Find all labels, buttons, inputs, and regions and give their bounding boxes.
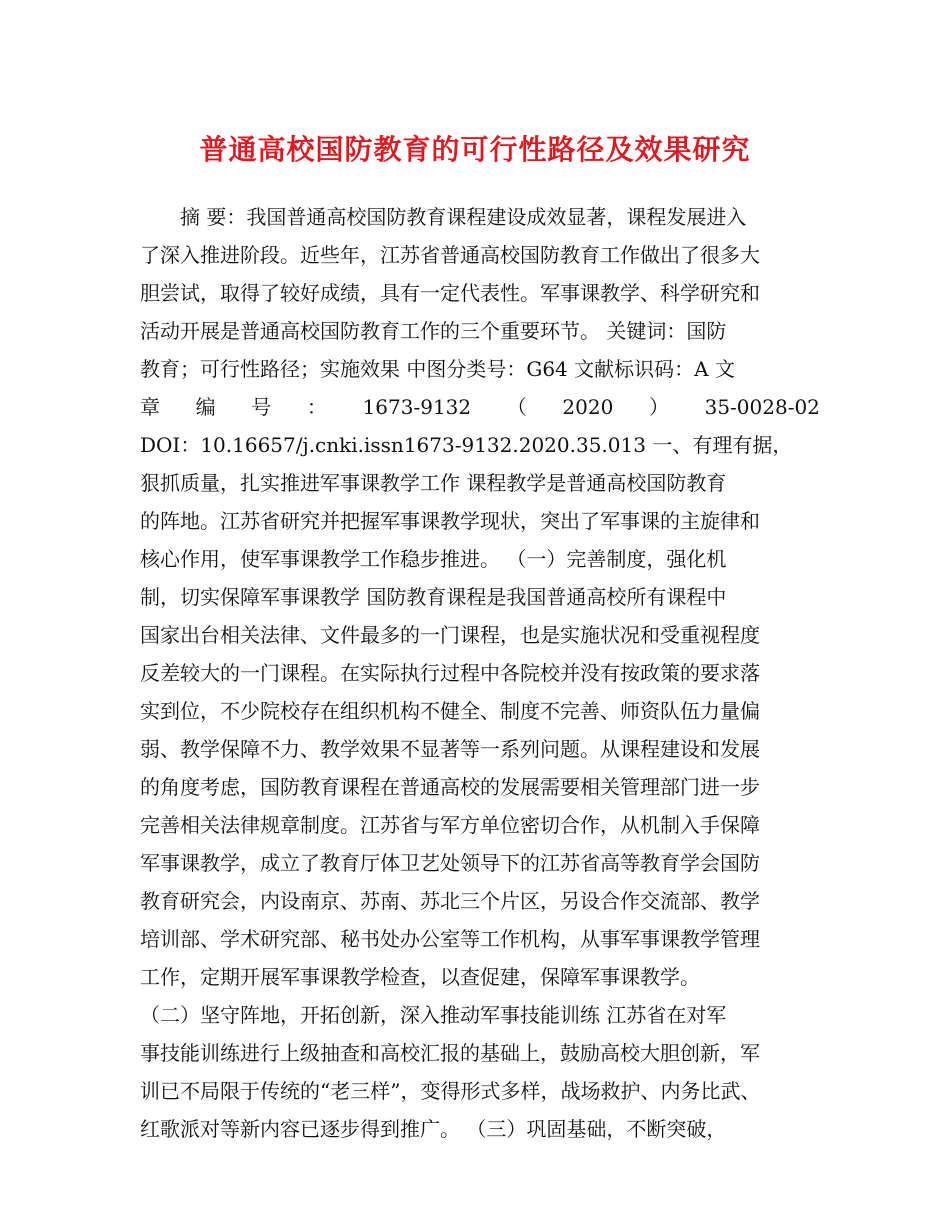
article-number-part: ： — [306, 395, 327, 419]
text-line: 完善相关法律规章制度。江苏省与军方单位密切合作，从机制入手保障 — [140, 813, 760, 837]
text-line: 摘 要：我国普通高校国防教育课程建设成效显著，课程发展进入 — [180, 205, 747, 229]
text-line: 核心作用，使军事课教学工作稳步推进。 （一）完善制度，强化机 — [140, 547, 727, 571]
text-line: 红歌派对等新内容已逐步得到推广。 （三）巩固基础，不断突破， — [140, 1117, 727, 1141]
text-line: 活动开展是普通高校国防教育工作的三个重要环节。 关键词：国防 — [140, 319, 727, 343]
text-line: 培训部、学术研究部、秘书处办公室等工作机构，从事军事课教学管理 — [140, 927, 760, 951]
body-text — [140, 198, 820, 1148]
text-line: 了深入推进阶段。近些年，江苏省普通高校国防教育工作做出了很多大 — [140, 243, 760, 267]
text-line: 教育研究会，内设南京、苏南、苏北三个片区，另设合作交流部、教学 — [140, 889, 760, 913]
document-title: 普通高校国防教育的可行性路径及效果研究 — [199, 133, 751, 166]
text-line: （二）坚守阵地，开拓创新，深入推动军事技能训练 江苏省在对军 — [140, 1003, 727, 1027]
text-line: 工作，定期开展军事课教学检查，以查促建，保障军事课教学。 — [140, 965, 700, 989]
text-line: 制，切实保障军事课教学 国防教育课程是我国普通高校所有课程中 — [140, 585, 727, 609]
text-line: 狠抓质量，扎实推进军事课教学工作 课程教学是普通高校国防教育 — [140, 471, 727, 495]
text-line: 胆尝试，取得了较好成绩，具有一定代表性。军事课教学、科学研究和 — [140, 281, 760, 305]
text-line: 反差较大的一门课程。在实际执行过程中各院校并没有按政策的要求落 — [140, 661, 760, 685]
text-line: DOI：10.16657/j.cnki.issn1673-9132.2020.35.013 一、有理有据， — [140, 433, 793, 457]
article-number-part: 1673-9132 — [362, 395, 472, 419]
text-line: 实到位，不少院校存在组织机构不健全、制度不完善、师资队伍力量偏 — [140, 699, 760, 723]
article-number-part: （ — [506, 395, 527, 419]
text-line: 事技能训练进行上级抽查和高校汇报的基础上，鼓励高校大胆创新，军 — [140, 1041, 760, 1065]
text-line: 弱、教学保障不力、教学效果不显著等一系列问题。从课程建设和发展 — [140, 737, 760, 761]
article-number-part: 编 — [195, 395, 216, 419]
article-number-part: 35-0028-02 — [704, 395, 820, 419]
article-number-part: ） — [648, 395, 669, 419]
article-number-line — [140, 388, 820, 426]
text-line: 教育；可行性路径；实施效果 中图分类号：G64 文献标识码：A 文 — [140, 357, 735, 381]
text-line: 军事课教学，成立了教育厅体卫艺处领导下的江苏省高等教育学会国防 — [140, 851, 760, 875]
article-number-part: 号 — [251, 395, 272, 419]
article-number-part: 章 — [140, 395, 160, 419]
article-number-part: 2020 — [562, 395, 614, 419]
text-line: 国家出台相关法律、文件最多的一门课程，也是实施状况和受重视程度 — [140, 623, 760, 647]
text-line: 训已不局限于传统的“老三样”，变得形式多样，战场救护、内务比武、 — [140, 1079, 761, 1103]
text-line: 的阵地。江苏省研究并把握军事课教学现状，突出了军事课的主旋律和 — [140, 509, 760, 533]
text-line: 的角度考虑，国防教育课程在普通高校的发展需要相关管理部门进一步 — [140, 775, 760, 799]
